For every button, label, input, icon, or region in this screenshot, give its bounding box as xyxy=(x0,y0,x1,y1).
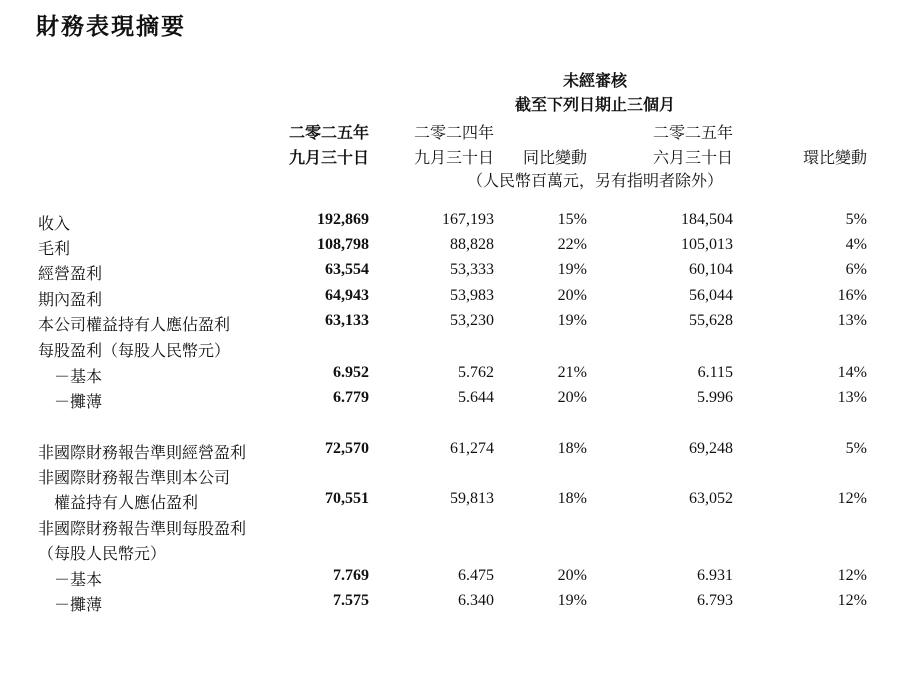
value-2025-q3: 63,554 xyxy=(325,261,369,278)
yoy-change: 15% xyxy=(557,211,587,228)
value-2025-q3: 7.769 xyxy=(333,567,369,584)
table-row xyxy=(0,389,921,414)
value-2025-q3: 64,943 xyxy=(325,287,369,304)
yoy-change: 18% xyxy=(557,440,587,457)
row-label: 非國際財務報告準則經營盈利 xyxy=(38,443,247,462)
row-label: 非國際財務報告準則每股盈利 xyxy=(38,519,247,538)
table-row xyxy=(0,592,921,617)
row-label: （每股人民幣元） xyxy=(38,544,167,563)
qoq-change: 5% xyxy=(845,440,867,457)
row-label: －攤薄 xyxy=(54,595,103,614)
qoq-change: 12% xyxy=(837,490,867,507)
table-row xyxy=(0,516,921,541)
value-2024-q3: 167,193 xyxy=(442,211,494,228)
value-2024-q3: 53,983 xyxy=(450,287,494,304)
table-row xyxy=(0,567,921,592)
yoy-change: 21% xyxy=(557,364,587,381)
row-label: －基本 xyxy=(54,570,103,589)
row-label: 本公司權益持有人應佔盈利 xyxy=(38,315,231,334)
value-2024-q3: 53,333 xyxy=(450,261,494,278)
row-label: －基本 xyxy=(54,367,103,386)
table-row xyxy=(0,287,921,312)
qoq-change: 16% xyxy=(837,287,867,304)
yoy-change: 20% xyxy=(557,567,587,584)
table-row xyxy=(0,261,921,286)
table-row xyxy=(0,211,921,236)
table-row xyxy=(0,490,921,515)
value-2024-q3: 53,230 xyxy=(450,312,494,329)
qoq-change: 12% xyxy=(837,567,867,584)
value-2024-q3: 88,828 xyxy=(450,236,494,253)
value-2024-q3: 5.644 xyxy=(458,389,494,406)
row-label: 每股盈利（每股人民幣元） xyxy=(38,341,231,360)
col1-header-line1: 二零二五年 xyxy=(288,123,369,142)
row-label: 非國際財務報告準則本公司 xyxy=(38,468,231,487)
row-label: 期內盈利 xyxy=(38,290,103,309)
table-row xyxy=(0,541,921,566)
col3-header: 同比變動 xyxy=(522,148,587,167)
yoy-change: 19% xyxy=(557,592,587,609)
value-2025-q2: 5.996 xyxy=(697,389,733,406)
value-2025-q3: 192,869 xyxy=(317,211,369,228)
value-2024-q3: 6.340 xyxy=(458,592,494,609)
unit-note: （人民幣百萬元，另有指明者除外） xyxy=(466,171,723,190)
table-row xyxy=(0,364,921,389)
row-label: 收入 xyxy=(38,214,71,233)
page-title: 財務表現摘要 xyxy=(36,14,186,40)
value-2025-q2: 56,044 xyxy=(689,287,733,304)
qoq-change: 13% xyxy=(837,389,867,406)
table-row xyxy=(0,312,921,337)
table-row xyxy=(0,236,921,261)
col2-header-line1: 二零二四年 xyxy=(413,123,494,142)
value-2025-q3: 108,798 xyxy=(317,236,369,253)
yoy-change: 19% xyxy=(557,261,587,278)
value-2025-q2: 6.115 xyxy=(697,364,733,381)
qoq-change: 14% xyxy=(837,364,867,381)
value-2025-q2: 184,504 xyxy=(681,211,733,228)
value-2025-q2: 6.931 xyxy=(697,567,733,584)
row-label: 經營盈利 xyxy=(38,264,103,283)
value-2025-q2: 55,628 xyxy=(689,312,733,329)
yoy-change: 19% xyxy=(557,312,587,329)
value-2025-q3: 7.575 xyxy=(333,592,369,609)
value-2024-q3: 5.762 xyxy=(458,364,494,381)
yoy-change: 18% xyxy=(557,490,587,507)
col1-header-line2: 九月三十日 xyxy=(288,148,369,167)
qoq-change: 5% xyxy=(845,211,867,228)
value-2024-q3: 61,274 xyxy=(450,440,494,457)
value-2025-q3: 70,551 xyxy=(325,490,369,507)
unaudited-label: 未經審核 xyxy=(562,71,627,90)
value-2024-q3: 6.475 xyxy=(458,567,494,584)
col4-header-line1: 二零二五年 xyxy=(652,123,733,142)
value-2025-q3: 6.952 xyxy=(333,364,369,381)
value-2025-q3: 63,133 xyxy=(325,312,369,329)
value-2024-q3: 59,813 xyxy=(450,490,494,507)
value-2025-q3: 72,570 xyxy=(325,440,369,457)
value-2025-q2: 69,248 xyxy=(689,440,733,457)
row-label: －攤薄 xyxy=(54,392,103,411)
qoq-change: 6% xyxy=(845,261,867,278)
qoq-change: 12% xyxy=(837,592,867,609)
value-2025-q2: 6.793 xyxy=(697,592,733,609)
table-row xyxy=(0,338,921,363)
value-2025-q2: 105,013 xyxy=(681,236,733,253)
qoq-change: 13% xyxy=(837,312,867,329)
table-row xyxy=(0,465,921,490)
yoy-change: 22% xyxy=(557,236,587,253)
col4-header-line2: 六月三十日 xyxy=(652,148,733,167)
row-label: 毛利 xyxy=(38,239,71,258)
col2-header-line2: 九月三十日 xyxy=(413,148,494,167)
value-2025-q3: 6.779 xyxy=(333,389,369,406)
value-2025-q2: 60,104 xyxy=(689,261,733,278)
qoq-change: 4% xyxy=(845,236,867,253)
row-label: 權益持有人應佔盈利 xyxy=(54,493,199,512)
value-2025-q2: 63,052 xyxy=(689,490,733,507)
col5-header: 環比變動 xyxy=(802,148,867,167)
yoy-change: 20% xyxy=(557,389,587,406)
period-label: 截至下列日期止三個月 xyxy=(514,95,675,114)
table-row xyxy=(0,440,921,465)
yoy-change: 20% xyxy=(557,287,587,304)
